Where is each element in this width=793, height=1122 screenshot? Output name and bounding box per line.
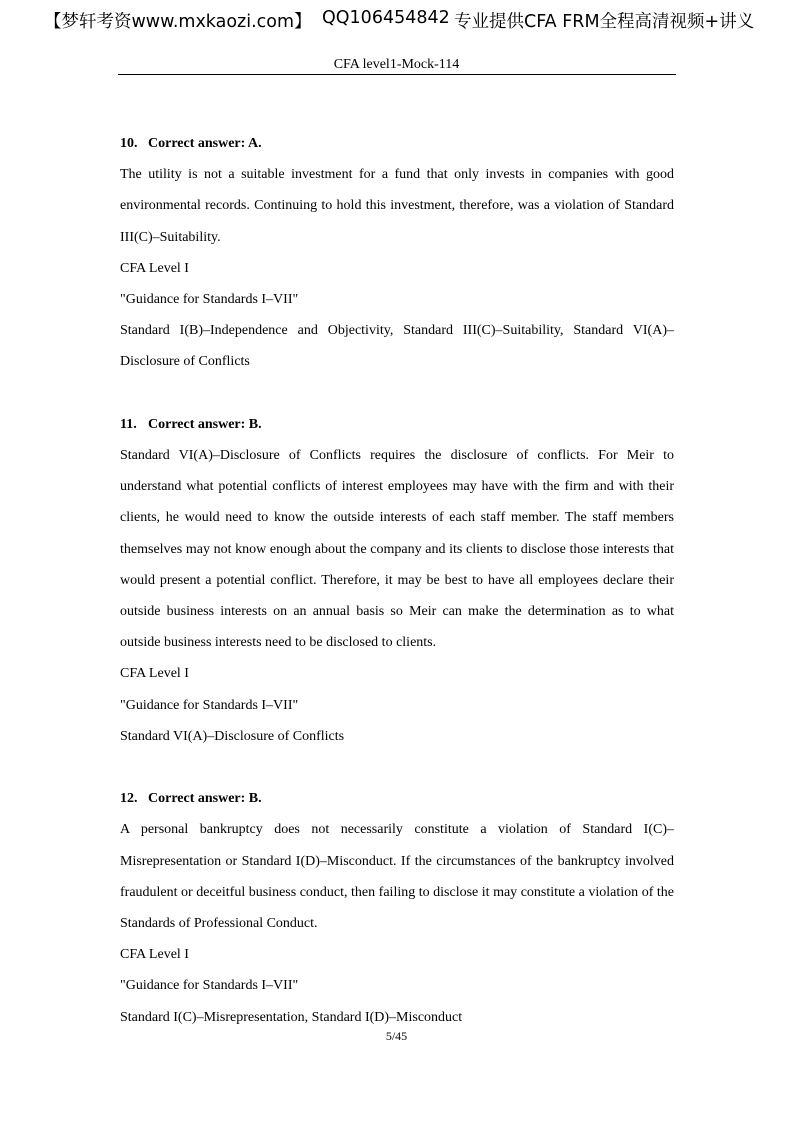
spacer	[120, 378, 674, 409]
answer-label: Correct answer: B.	[148, 791, 262, 807]
page-header-title: CFA level1-Mock-114	[333, 57, 460, 72]
answer-number: 10.	[120, 136, 138, 151]
answer-level: CFA Level I	[120, 947, 189, 963]
banner-qq: QQ106454842	[322, 8, 450, 28]
answer-number: 12.	[120, 791, 138, 807]
answer-12	[120, 783, 674, 1033]
answers-body	[120, 128, 674, 1033]
spacer	[120, 752, 674, 783]
answer-number: 11.	[120, 416, 137, 432]
answer-10	[120, 128, 674, 378]
answer-label: Correct answer: A.	[148, 136, 262, 151]
answer-level: CFA Level I	[120, 666, 189, 682]
answer-reading: "Guidance for Standards I–VII"	[120, 978, 299, 994]
answer-explanation: A personal bankruptcy does not necessarily constitute a violation of Standard I(C)–Misrepresentation or Standard I(D)–Misconduct. If the circumstances of the bankruptcy involved fraudulent or deceitful business conduct, then failing to disclose it may constitute a violation of the Standards of Professional Conduct.	[120, 822, 674, 932]
banner-site: 【梦轩考资www.mxkaozi.com】	[44, 12, 312, 32]
answer-level: CFA Level I	[120, 260, 189, 276]
answer-standards: Standard I(C)–Misrepresentation, Standard I(D)–Misconduct	[120, 1009, 463, 1025]
answer-standards: Standard I(B)–Independence and Objectivity, Standard III(C)–Suitability, Standard VI(A)–Disclosure of Conflicts	[120, 323, 674, 370]
page-number: 5/45	[385, 1029, 408, 1043]
answer-explanation: The utility is not a suitable investment for a fund that only invests in companies with good environmental records. Continuing to hold this investment, therefore, was a violation of Standard III(C)–Suitability.	[120, 167, 674, 245]
answer-heading	[120, 128, 674, 159]
answer-label: Correct answer: B.	[148, 416, 262, 432]
answer-reading: "Guidance for Standards I–VII"	[120, 292, 299, 308]
header-rule	[118, 74, 676, 75]
answer-11	[120, 409, 674, 752]
answer-heading	[120, 409, 674, 440]
answer-reading: "Guidance for Standards I–VII"	[120, 697, 299, 713]
answer-explanation: Standard VI(A)–Disclosure of Conflicts requires the disclosure of conflicts. For Meir to understand what potential conflicts of interest employees may have with the firm and with their clients, he would need to know the outside interests of each staff member. The staff members themselves may not know enough about the company and its clients to disclose those interests that would present a potential conflict. Therefore, it may be best to have all employees declare their outside business interests on an annual basis so Meir can make the determination as to what outside business interests need to be disclosed to clients.	[120, 448, 674, 651]
answer-heading	[120, 783, 674, 814]
banner-offer: 专业提供CFA FRM全程高清视频+讲义	[454, 12, 755, 32]
answer-standards: Standard VI(A)–Disclosure of Conflicts	[120, 728, 345, 744]
